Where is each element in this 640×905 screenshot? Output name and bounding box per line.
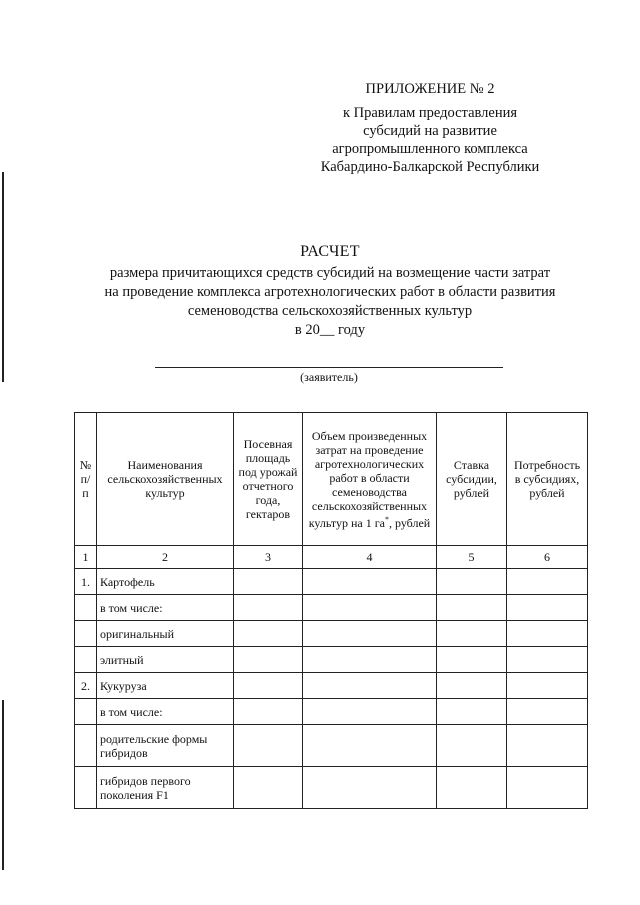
row-number: [75, 595, 97, 621]
cell-sown-area[interactable]: [234, 647, 303, 673]
table-row: [75, 595, 588, 621]
cell-subsidy-rate[interactable]: [437, 647, 507, 673]
table-row: [75, 673, 588, 699]
crop-name: в том числе:: [97, 699, 234, 725]
table-row: [75, 767, 588, 809]
applicant-caption: (заявитель): [300, 370, 358, 384]
row-number: [75, 699, 97, 725]
header-costs-text: Объем произведенных затрат на проведение агротехнологических работ в области семеноводства сельскохозяйственных культур на 1 га: [308, 428, 428, 530]
column-number-row: [75, 546, 588, 569]
applicant-signature-line: [155, 367, 503, 368]
cell-sown-area[interactable]: [234, 673, 303, 699]
column-number: 3: [234, 546, 303, 569]
cell-sown-area[interactable]: [234, 767, 303, 809]
cell-subsidy-need[interactable]: [507, 699, 588, 725]
cell-subsidy-rate[interactable]: [437, 569, 507, 595]
cell-subsidy-need[interactable]: [507, 569, 588, 595]
calculation-line: семеноводства сельскохозяйственных культур: [187, 303, 473, 319]
crop-name: элитный: [97, 647, 234, 673]
column-number: 2: [97, 546, 234, 569]
subsidy-table: [74, 412, 588, 809]
cell-subsidy-need[interactable]: [507, 725, 588, 767]
scan-edge-mark: [2, 172, 4, 382]
cell-subsidy-need[interactable]: [507, 595, 588, 621]
table-row: [75, 647, 588, 673]
column-number: 4: [303, 546, 437, 569]
row-number: 1.: [75, 569, 97, 595]
header-costs: [303, 413, 437, 546]
cell-subsidy-need[interactable]: [507, 647, 588, 673]
calculation-title-block: [60, 242, 600, 340]
calculation-line: на проведение комплекса агротехнологических работ в области развития: [104, 284, 556, 300]
crop-name: оригинальный: [97, 621, 234, 647]
cell-costs[interactable]: [303, 673, 437, 699]
appendix-block: [300, 80, 560, 176]
cell-costs[interactable]: [303, 569, 437, 595]
table-row: [75, 569, 588, 595]
header-costs-unit: , рублей: [388, 515, 431, 530]
cell-subsidy-need[interactable]: [507, 673, 588, 699]
cell-costs[interactable]: [303, 595, 437, 621]
crop-name: родительские формы гибридов: [97, 725, 234, 767]
cell-subsidy-rate[interactable]: [437, 767, 507, 809]
crop-name: гибридов первого поколения F1: [97, 767, 234, 809]
row-number: 2.: [75, 673, 97, 699]
header-subsidy-need: Потребность в субсидиях, рублей: [507, 413, 588, 546]
row-number: [75, 725, 97, 767]
header-crop-name: Наименования сельскохозяйственных культур: [97, 413, 234, 546]
crop-name: в том числе:: [97, 595, 234, 621]
table-row: [75, 621, 588, 647]
cell-costs[interactable]: [303, 699, 437, 725]
cell-sown-area[interactable]: [234, 569, 303, 595]
appendix-line: к Правилам предоставления: [342, 105, 518, 121]
calculation-heading: РАСЧЕТ: [300, 243, 360, 260]
cell-subsidy-rate[interactable]: [437, 595, 507, 621]
appendix-title: ПРИЛОЖЕНИЕ № 2: [365, 81, 495, 97]
header-sown-area: Посевная площадь под урожай отчетного года, гектаров: [234, 413, 303, 546]
appendix-line: субсидий на развитие: [363, 123, 497, 139]
table-row: [75, 699, 588, 725]
cell-subsidy-rate[interactable]: [437, 725, 507, 767]
table-row: [75, 725, 588, 767]
cell-subsidy-need[interactable]: [507, 767, 588, 809]
cell-costs[interactable]: [303, 725, 437, 767]
cell-subsidy-rate[interactable]: [437, 673, 507, 699]
scan-edge-mark: [2, 700, 4, 870]
calculation-line: размера причитающихся средств субсидий на возмещение части затрат: [109, 265, 551, 281]
column-number: 5: [437, 546, 507, 569]
row-number: [75, 767, 97, 809]
calculation-year-line: в 20__ году: [294, 322, 366, 338]
appendix-line: агропромышленного комплекса: [332, 141, 528, 157]
cell-sown-area[interactable]: [234, 699, 303, 725]
column-number: 6: [507, 546, 588, 569]
footnote-mark: *: [384, 514, 389, 524]
crop-name: Картофель: [97, 569, 234, 595]
cell-costs[interactable]: [303, 767, 437, 809]
cell-subsidy-need[interactable]: [507, 621, 588, 647]
header-number: № п/п: [75, 413, 97, 546]
row-number: [75, 647, 97, 673]
row-number: [75, 621, 97, 647]
header-subsidy-rate: Ставка субсидии, рублей: [437, 413, 507, 546]
column-number: 1: [75, 546, 97, 569]
cell-sown-area[interactable]: [234, 595, 303, 621]
cell-sown-area[interactable]: [234, 621, 303, 647]
cell-costs[interactable]: [303, 647, 437, 673]
cell-sown-area[interactable]: [234, 725, 303, 767]
appendix-line: Кабардино-Балкарской Республики: [320, 159, 540, 175]
cell-costs[interactable]: [303, 621, 437, 647]
cell-subsidy-rate[interactable]: [437, 699, 507, 725]
crop-name: Кукуруза: [97, 673, 234, 699]
cell-subsidy-rate[interactable]: [437, 621, 507, 647]
